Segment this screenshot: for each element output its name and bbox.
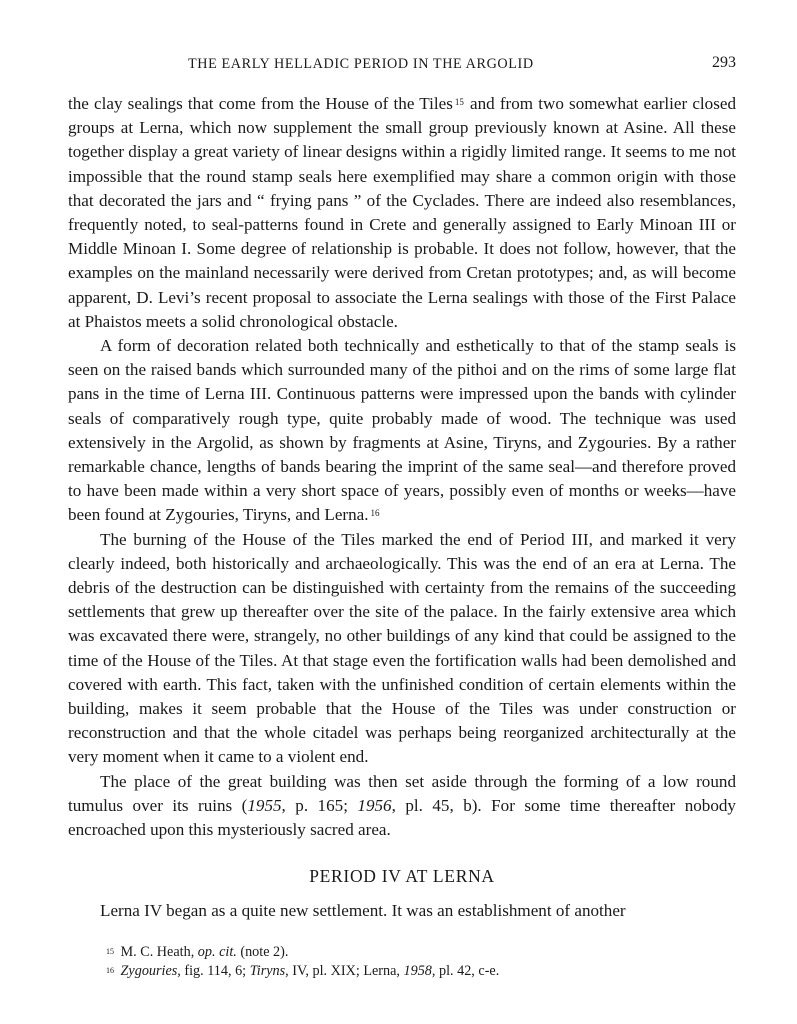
footnote-15 [106, 943, 736, 962]
footnote-16-text-c: , pl. 42, c-e. [431, 962, 500, 979]
footnote-16 [106, 962, 736, 981]
footnote-16-text-b: , IV, pl. XIX; Lerna, [285, 962, 404, 979]
footnote-number-16: 16 [106, 965, 114, 975]
footnote-15-text-b: (note 2). [236, 943, 289, 960]
footnote-16-italic-3: 1958 [403, 962, 432, 979]
footnote-15-text-a: M. C. Heath, [117, 943, 198, 960]
citation-year-1956: 1956 [357, 795, 392, 815]
footnote-16-text-a: , fig. 114, 6; [177, 962, 250, 979]
paragraph-4-text-b: , p. 165; [281, 795, 358, 815]
paragraph-2 [68, 334, 736, 528]
running-header [68, 52, 736, 76]
paragraph-4-text-c: , pl. 45, b). For some time thereafter nobody encroached upon this mysteriously sacred area. [68, 795, 736, 840]
citation-year-1955: 1955 [247, 795, 282, 815]
footnote-ref-16: 16 [370, 508, 380, 519]
footnote-15-italic: op. cit. [197, 943, 237, 960]
running-title: THE EARLY HELLADIC PERIOD IN THE ARGOLID [188, 56, 534, 72]
footnote-ref-15: 15 [454, 97, 464, 107]
paragraph-2-text: A form of decoration related both technically and esthetically to that of the stamp seals is seen on the raised bands which surrounded many of the pithoi and on the rims of some large flat pans in the time of Lerna III. Continuous patterns were impressed upon the bands with cylinder seals of comparatively rough type, quite probably made of wood. The technique was used extensively in the Argolid, as shown by fragments at Asine, Tiryns, and Zygouries. By a rather remarkable chance, lengths of bands bearing the imprint of the same seal—and therefore proved to have been made within a very short space of years, possibly even of months or weeks—have been found at Zygouries, Tiryns, and Lerna. [68, 336, 736, 525]
footnote-number-15: 15 [106, 946, 114, 956]
paragraph-3: The burning of the House of the Tiles marked the end of Period III, and marked it very clearly indeed, both historically and archaeologically. This was the end of an era at Lerna. The debris of the destruction can be distinguished with certainty from the remains of the succeeding settlements that grew up thereafter over the site of the palace. In the fairly extensive area which was excavated there were, strangely, no other buildings of any kind that could be assigned to the time of the House of the Tiles. At that stage even the fortification walls had been demolished and covered with earth. This fact, taken with the unfinished condition of certain elements within the building, makes it seem probable that the House of the Tiles was under construction or reconstruction and that the whole citadel was perhaps being reorganized architecturally at the very moment when it came to a violent end. [68, 529, 736, 767]
page-number: 293 [712, 54, 736, 71]
paragraph-1-text-b: and from two somewhat earlier closed groups at Lerna, which now supplement the small group previously known at Asine. All these together display a great variety of linear designs within a rigidly limited range. It seems to me not impossible that the round stamp seals here exemplified may share a common origin with those that decorated the jars and “ frying pans ” of the Cyclades. There are indeed also resemblances, frequently noted, to seal-patterns found in Crete and generally assigned to Early Minoan III or Middle Minoan I. Some degree of relationship is probable. It does not follow, however, that the examples on the mainland necessarily were derived from Cretan prototypes; and, as will become apparent, D. Levi’s recent proposal to associate the Lerna sealings with those of the First Palace at Phaistos meets a solid chronological obstacle. [68, 94, 736, 331]
paragraph-5: Lerna IV began as a quite new settlement. It was an establishment of another [100, 900, 626, 920]
paragraph-1 [68, 92, 736, 334]
paragraph-4 [68, 770, 736, 843]
document-page [68, 52, 736, 981]
body-text [68, 92, 736, 923]
paragraph-1-text-a: the clay sealings that come from the House of the Tiles [68, 94, 453, 113]
footnotes [68, 943, 736, 981]
footnote-16-italic-1: Zygouries [120, 962, 178, 979]
section-heading: PERIOD IV AT LERNA [309, 866, 495, 887]
paragraph-4-text-a: The place of the great building was then set aside through the forming of a low round tumulus over its ruins ( [68, 771, 736, 815]
footnote-16-italic-2: Tiryns [249, 962, 286, 979]
